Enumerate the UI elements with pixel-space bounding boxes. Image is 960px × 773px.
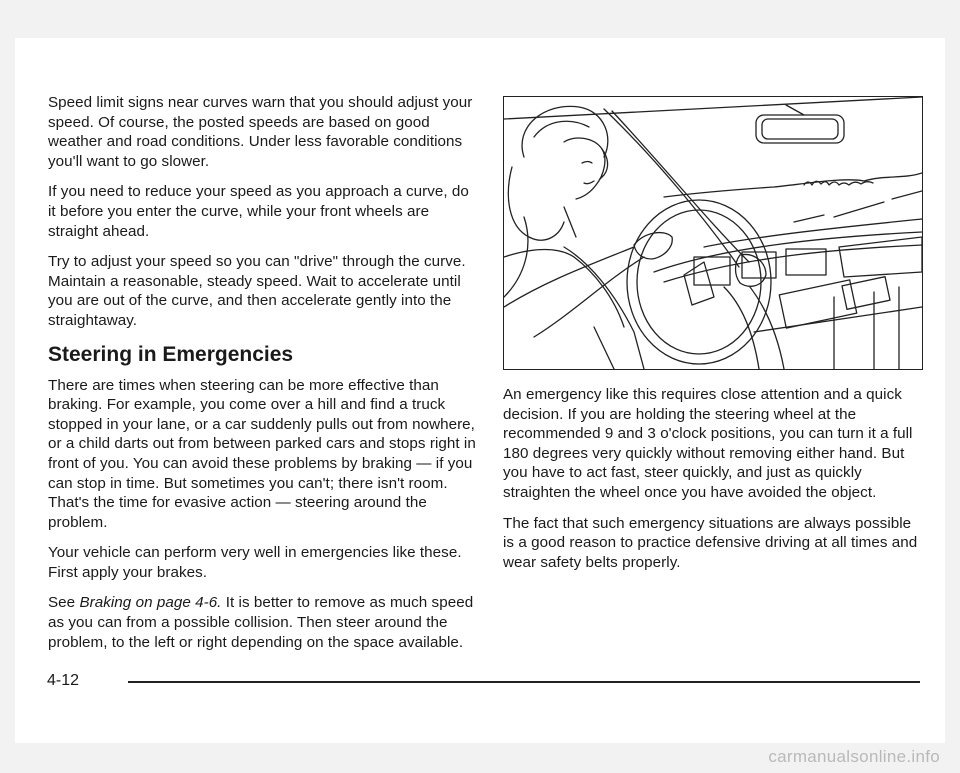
right-column xyxy=(503,385,921,583)
paragraph-drive-through-curve: Try to adjust your speed so you can "drive" through the curve. Maintain a reasonable, steady speed. Wait to accelerate until you are out of the curve, and then accelerate gently into the straightaway. xyxy=(48,253,466,329)
section-heading: Steering in Emergencies xyxy=(48,342,294,366)
left-column xyxy=(48,93,480,663)
paragraph-see-braking xyxy=(48,593,480,652)
paragraph-speed-limit-signs: Speed limit signs near curves warn that you should adjust your speed. Of course, the posted speeds are based on good weather and road conditions. Under less favorable conditions you'll want to go slower. xyxy=(48,94,473,170)
paragraph-steering-vs-braking: There are times when steering can be more effective than braking. For example, you come over a hill and find a truck stopped in your lane, or a car suddenly pulls out from nowhere, or a child darts out from between parked cars and stops right in front of you. You can avoid these problems by braking — if you can stop in time. But sometimes you can't; there isn't room. That's the time for evasive action — steering around the problem. xyxy=(48,376,476,531)
paragraph-defensive-driving: The fact that such emergency situations are always possible is a good reason to practice defensive driving at all times and wear safety belts properly. xyxy=(503,514,918,571)
paragraph-close-attention: An emergency like this requires close attention and a quick decision. If you are holding the steering wheel at the recommended 9 and 3 o'clock positions, you can turn it a full 180 degrees very quickly without removing either hand. But you have to act fast, steer quickly, and just as quickly straighten the wheel once you have avoided the object. xyxy=(503,386,913,501)
driver-steering-illustration-icon xyxy=(504,97,922,369)
page-number: 4-12 xyxy=(47,672,80,689)
see-prefix: See xyxy=(48,594,80,612)
footer-rule xyxy=(128,681,920,683)
see-rest: It is better to remove as much speed as you can from a possible collision. Then steer around the problem, to the left or right depending on the space available. xyxy=(48,594,474,651)
braking-cross-reference-link[interactable]: Braking on page 4-6. xyxy=(79,594,222,612)
paragraph-apply-brakes: Your vehicle can perform very well in emergencies like these. First apply your brakes. xyxy=(48,544,462,581)
paragraph-reduce-speed: If you need to reduce your speed as you approach a curve, do it before you enter the curve, while your front wheels are straight ahead. xyxy=(48,183,469,240)
watermark: carmanualsonline.info xyxy=(768,747,940,766)
driver-steering-illustration xyxy=(503,96,923,370)
